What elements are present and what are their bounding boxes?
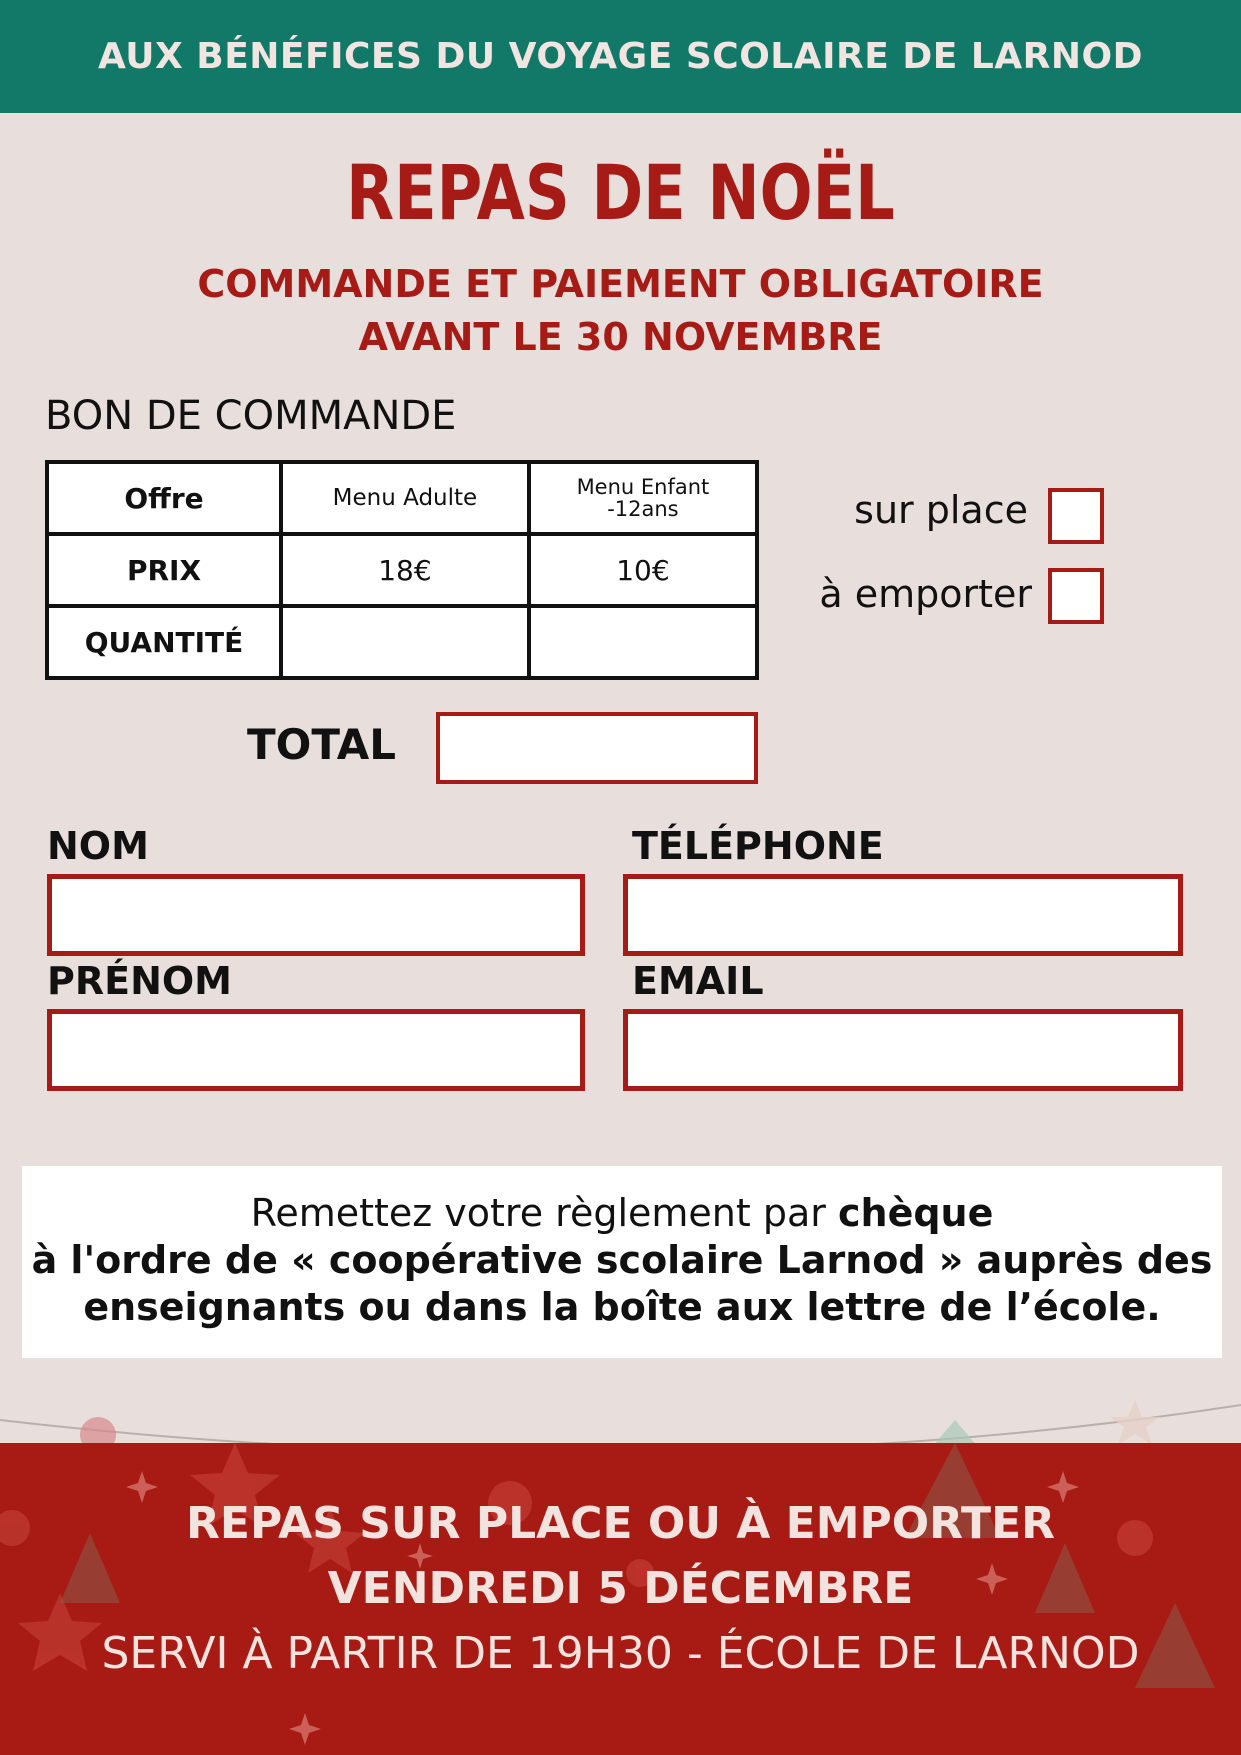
adult-menu-header: Menu Adulte [281, 462, 529, 534]
payment-instructions [22, 1166, 1222, 1358]
nom-field[interactable] [47, 874, 585, 956]
prenom-label: PRÉNOM [47, 959, 232, 1003]
prenom-field[interactable] [47, 1009, 585, 1091]
child-quantity-cell[interactable] [529, 606, 757, 678]
adult-quantity-cell[interactable] [281, 606, 529, 678]
deadline-line-2: AVANT LE 30 NOVEMBRE [358, 315, 883, 359]
child-price: 10€ [529, 534, 757, 606]
payment-text: Remettez votre règlement par [250, 1191, 838, 1235]
footer-line-2: VENDREDI 5 DÉCEMBRE [327, 1563, 914, 1614]
table-row-quantity [47, 606, 757, 678]
takeaway-checkbox[interactable] [1048, 568, 1104, 624]
price-header: PRIX [47, 534, 281, 606]
order-table [45, 460, 759, 680]
offer-header: Offre [47, 462, 281, 534]
deadline-notice [0, 258, 1241, 364]
payment-line-1 [22, 1190, 1222, 1237]
order-form-title: BON DE COMMANDE [45, 393, 457, 439]
top-banner [0, 0, 1241, 113]
email-field[interactable] [623, 1009, 1183, 1091]
adult-price: 18€ [281, 534, 529, 606]
payment-method: chèque [837, 1191, 994, 1235]
child-menu-label: Menu Enfant [576, 475, 710, 499]
child-menu-header [529, 462, 757, 534]
deadline-line-1: COMMANDE ET PAIEMENT OBLIGATOIRE [197, 262, 1044, 306]
telephone-label: TÉLÉPHONE [632, 824, 884, 868]
payment-line-2: à l'ordre de « coopérative scolaire Larnod » auprès des [31, 1238, 1213, 1282]
email-label: EMAIL [632, 959, 764, 1003]
payment-line-3: enseignants ou dans la boîte aux lettre de l’école. [83, 1285, 1161, 1329]
on-site-label: sur place [854, 488, 1028, 532]
page-title: REPAS DE NOËL [346, 148, 895, 237]
total-field[interactable] [436, 712, 758, 784]
total-label: TOTAL [247, 720, 397, 769]
footer-line-3: SERVI À PARTIR DE 19H30 - ÉCOLE DE LARNOD [101, 1628, 1140, 1679]
on-site-checkbox[interactable] [1048, 488, 1104, 544]
nom-label: NOM [47, 824, 149, 868]
banner-text: AUX BÉNÉFICES DU VOYAGE SCOLAIRE DE LARNOD [98, 36, 1143, 77]
table-row-price [47, 534, 757, 606]
quantity-header: QUANTITÉ [47, 606, 281, 678]
takeaway-label: à emporter [819, 572, 1032, 616]
child-menu-age: -12ans [607, 497, 679, 521]
footer-line-1: REPAS SUR PLACE OU À EMPORTER [186, 1498, 1055, 1549]
table-row-offer [47, 462, 757, 534]
telephone-field[interactable] [623, 874, 1183, 956]
